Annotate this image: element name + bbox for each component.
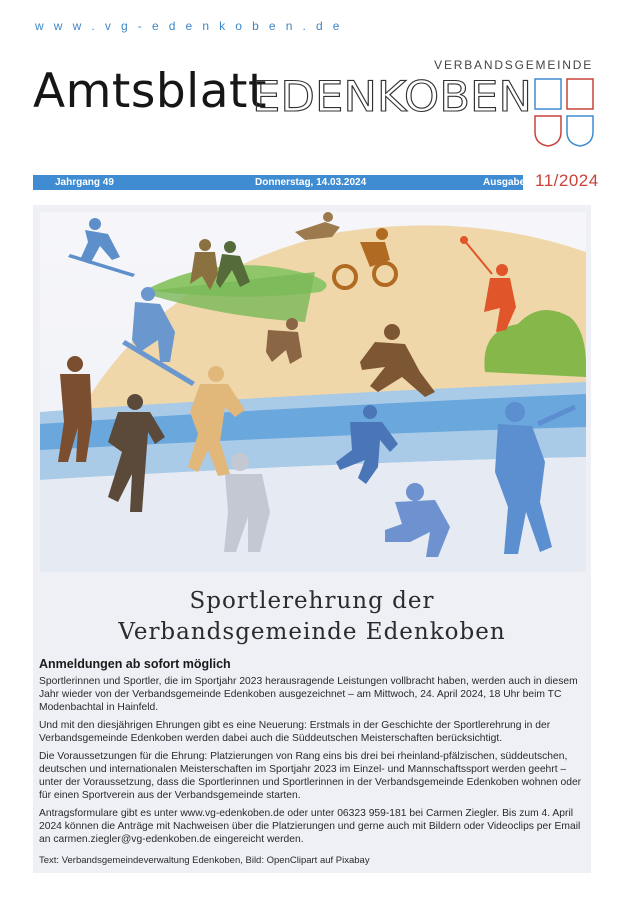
issue-info-bar [33, 175, 526, 190]
website-url[interactable]: w w w . v g - e d e n k o b e n . d e [35, 19, 343, 33]
masthead-title: Amtsblatt [33, 64, 267, 119]
sports-silhouettes-illustration [40, 212, 586, 572]
town-wordmark-text: EDENKOBEN [252, 78, 532, 116]
edition-label: Ausgabe [483, 177, 526, 188]
article-credit: Text: Verbandsgemeindeverwaltung Edenkoben, Bild: OpenClipart auf Pixabay [39, 855, 370, 866]
volume-label: Jahrgang 49 [55, 177, 114, 188]
headline-line-2: Verbandsgemeinde Edenkoben [118, 619, 506, 645]
article-body [39, 675, 587, 872]
article-paragraph: Antragsformulare gibt es unter www.vg-edenkoben.de oder unter 06323 959-181 bei Carmen Ziegler. Bis zum 4. April 2024 können die Anträge mit Nachweisen über die Platzierungen und gerne auch mit Bildern oder Videoclips per Email an carmen.ziegler@vg-edenkoben.de eingereicht werden. [39, 808, 581, 845]
article-paragraph: Die Voraussetzungen für die Ehrung: Platzierungen von Rang eins bis drei bei rheinland-pfälzischen, süddeutschen, deutschen und internationalen Meisterschaften im Sportjahr 2023 im Einzel- und Mannschaftssport werden geehrt – unter der Voraussetzung, dass die Sportlerinnen und Sportlerinnen in der Verbandsgemeinde Edenkoben wohnen oder für einen Sportverein aus der Verbandsgemeinde starten. [39, 751, 582, 801]
issue-number: 11/2024 [535, 171, 599, 190]
article-paragraph: Sportlerinnen und Sportler, die im Sportjahr 2023 herausragende Leistungen vollbracht haben, werden auch in diesem Jahr wieder von der Verbandsgemeinde Edenkoben ausgezeichnet – am Mittwoch, 24. April 2024, 18 Uhr beim TC Modenbachtal in Hainfeld. [39, 676, 578, 713]
town-wordmark [250, 78, 535, 116]
article-subheading: Anmeldungen ab sofort möglich [39, 657, 231, 671]
issue-date: Donnerstag, 14.03.2024 [255, 177, 367, 188]
article-paragraph: Und mit den diesjährigen Ehrungen gibt es eine Neuerung: Erstmals in der Geschichte der Sportlerehrung in der Verbandsgemeinde Edenkoben werden dabei auch die Süddeutschen Meisterschaften berücksichtigt. [39, 720, 551, 744]
coat-of-arms-icon [534, 78, 594, 148]
vg-label: VERBANDSGEMEINDE [434, 58, 593, 72]
headline-line-1: Sportlerehrung der [189, 588, 435, 614]
